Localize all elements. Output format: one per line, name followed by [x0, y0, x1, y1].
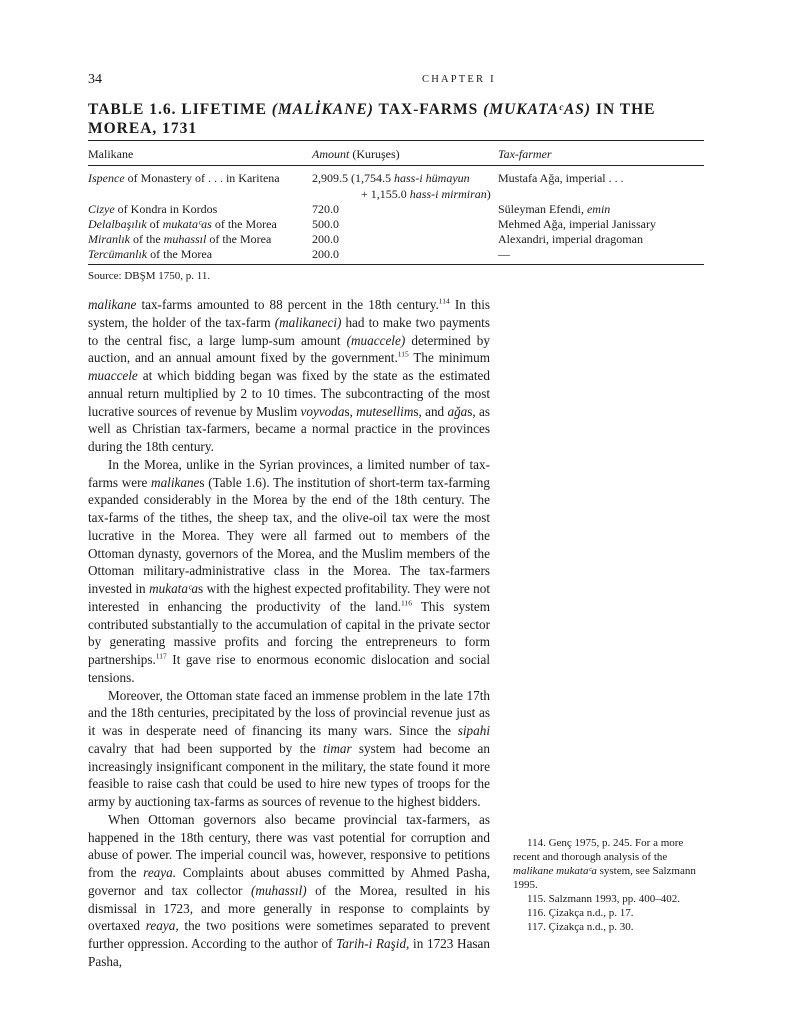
text-run: s with the highest expected profitability. They were not interested in enhancing the productivity of the land. — [88, 581, 490, 614]
italic-term: malikane — [88, 297, 137, 312]
text-run: The minimum — [408, 350, 490, 366]
cell-text: of the Morea — [206, 232, 272, 246]
footnote-ref: 114 — [438, 296, 450, 306]
footnote-ref: 116 — [401, 598, 412, 608]
table-source: Source: DBŞM 1750, p. 11. — [88, 270, 211, 282]
footnote-115 — [513, 892, 709, 906]
text-run: 115. Salzmann 1993, pp. 400–402. — [527, 893, 680, 905]
table-title-part: TAX-FARMS — [373, 101, 484, 118]
cell-farmer: — — [498, 247, 510, 261]
cell-italic: hass-i mirmiran — [409, 187, 487, 201]
text-run: s, — [344, 403, 357, 419]
column-header-malikane: Malikane — [88, 147, 134, 161]
cell-amount: 500.0 — [312, 217, 339, 231]
italic-term: mutesellim — [356, 403, 414, 419]
text-run: had to make two payments to the central fisc, a large lump-sum amount — [88, 314, 490, 348]
cell-farmer: Mehmed Ağa, imperial Janissary — [498, 217, 656, 231]
running-head: CHAPTER I — [422, 74, 496, 85]
footnote-117 — [513, 920, 709, 934]
text-run: in 1723 Hasan Pasha, — [88, 936, 491, 969]
cell-farmer: Alexandri, imperial dragoman — [498, 232, 643, 246]
text-run: This system contributed substantially to the accumulation of capital in the private sector by generating massive profits and forcing the entrepreneurs to form partnerships. — [88, 598, 490, 667]
cell-amount-note — [361, 186, 491, 202]
text-run: In the Morea, unlike in the Syrian provinces, a limited number of tax-farms were — [88, 456, 490, 490]
cell-text: of the Morea — [147, 247, 213, 261]
italic-term: timar — [323, 740, 352, 756]
table-title-part: TABLE 1.6. LIFETIME — [88, 101, 272, 118]
column-header-farmer — [498, 147, 552, 162]
table-title-part: IN THE MOREA, 1731 — [88, 101, 656, 137]
cell-text: of — [146, 217, 163, 231]
cell-italic: Tercümanlık — [88, 247, 148, 261]
text-run: determined by auction, and an annual amount fixed by the government. — [88, 332, 490, 366]
cell-text: of the Morea — [211, 217, 277, 231]
text-run: s (Table 1.6). The institution of short-term tax-farming expanded considerably in the Morea by the end of the 18th century. The tax-farms of the tithes, the sheep tax, and the olive-oil tax were the most lucrative in the Morea. They were all farmed out to members of the Ottoman dynasty, governors of the Morea, and the Muslim members of the Ottoman military-administrative class in the Morea. The tax-farmers invested in — [88, 474, 490, 596]
italic-term: malikane mukataᶜa — [513, 865, 597, 877]
cell-text: ) — [486, 187, 491, 201]
column-header-amount — [312, 147, 400, 162]
table-bottom-rule — [88, 264, 704, 265]
cell-italic: emin — [586, 202, 611, 216]
paragraph — [88, 687, 490, 811]
italic-term: sipahi — [457, 723, 490, 738]
italic-term: muaccele — [88, 368, 138, 383]
footnote-ref: 115 — [397, 349, 409, 359]
italic-term: (muaccele) — [346, 332, 406, 348]
cell-farmer — [498, 201, 610, 217]
text-run: Moreover, the Ottoman state faced an immense problem in the late 17th and the 18th centuries, precipitated by the loss of provincial revenue just as it was in desperate need of financing its many wars. Since the — [88, 687, 490, 738]
cell-text: of Kondra in Kordos — [114, 202, 218, 216]
cell-italic: mukataᶜas — [162, 217, 212, 231]
italic-term: mukataᶜa — [149, 581, 198, 596]
cell-malikane — [88, 231, 271, 247]
cell-amount: 200.0 — [312, 247, 339, 261]
text-run: s, and — [413, 403, 448, 419]
column-header-farmer-italic: Tax-farmer — [498, 147, 552, 161]
italic-term: reaya, — [145, 918, 179, 934]
italic-term: (muhassıl) — [250, 882, 307, 898]
text-run: 114. Genç 1975, p. 245. For a more recent and thorough analysis of the — [513, 837, 684, 863]
text-run: at which bidding began was fixed by the state as the estimated annual return multiplied by 2 to 10 times. The subcontracting of the most lucrative sources of revenue by Muslim — [88, 368, 490, 419]
page-number: 34 — [88, 72, 102, 87]
table-top-rule — [88, 140, 704, 141]
table-title-italic: (MALİKANE) — [271, 101, 374, 118]
cell-text: of the — [130, 232, 164, 246]
paragraph — [88, 456, 490, 687]
paragraph — [88, 296, 490, 456]
table-header-rule — [88, 165, 704, 166]
text-run: tax-farms amounted to 88 percent in the 18th century. — [136, 297, 439, 312]
cell-malikane — [88, 216, 277, 232]
cell-text: + 1,155.0 — [361, 187, 410, 201]
cell-amount: 200.0 — [312, 232, 339, 246]
text-run: 117. Çizakça n.d., p. 30. — [527, 921, 634, 933]
cell-malikane — [88, 201, 217, 217]
text-run: 116. Çizakça n.d., p. 17. — [527, 907, 634, 919]
italic-term: Tarih-i Raşid, — [336, 936, 410, 951]
cell-italic: Delalbaşılık — [88, 217, 147, 231]
italic-term: voyvoda — [300, 403, 345, 419]
cell-italic: hass-i hümayun — [394, 171, 470, 185]
text-run: of the Morea, resulted in his dismissal in 1723, and more generally in response to complaints by overtaxed — [88, 882, 490, 934]
cell-amount: 2,909.5 — [312, 171, 348, 185]
footnote-116 — [513, 906, 709, 920]
cell-text: of Monastery of . . . in Karitena — [124, 171, 280, 185]
cell-malikane — [88, 170, 280, 186]
table-title-italic: (MUKATAᶜAS) — [483, 101, 592, 118]
text-run: system, see Salzmann 1995. — [513, 865, 696, 891]
footnote-114 — [513, 836, 709, 892]
cell-malikane — [88, 246, 212, 262]
body-text — [88, 296, 490, 971]
text-run: It gave rise to enormous economic dislocation and social tensions. — [88, 652, 490, 685]
cell-italic: Ispence — [88, 171, 125, 185]
table-title — [88, 100, 708, 138]
text-run: s, as well as Christian tax-farmers, became a normal practice in the provinces during the 18th century. — [88, 403, 490, 454]
cell-farmer: Mustafa Ağa, imperial . . . — [498, 171, 624, 185]
cell-amount: 720.0 — [312, 202, 339, 216]
cell-text: Süleyman Efendi, — [498, 202, 587, 216]
italic-term: ağa — [447, 403, 468, 419]
text-run: In this system, the holder of the tax-farm — [88, 297, 490, 330]
cell-italic: Miranlık — [88, 232, 130, 246]
column-header-amount-unit: (Kuruşes) — [349, 147, 400, 161]
cell-italic: muhassıl — [163, 232, 207, 246]
cell-italic: Cizye — [88, 202, 115, 216]
text-run: When Ottoman governors also became provincial tax-farmers, as happened in the 18th century, there was vast potential for corruption and abuse of power. The imperial council was, however, responsive to petitions from the — [88, 811, 490, 880]
text-run: system had become an increasingly insignificant component in the military, the state found it more feasible to raise cash that could be used to hire new types of troops for the army by auctioning tax-farms as sources of revenue to the highest bidders. — [88, 740, 490, 809]
italic-term: (malikaneci) — [274, 314, 342, 330]
italic-term: reaya. — [143, 865, 177, 880]
paragraph — [88, 811, 490, 971]
cell-amount-note — [351, 170, 470, 186]
cell-text: (1,754.5 — [351, 171, 394, 185]
footnotes — [513, 836, 709, 934]
text-run: the two positions were sometimes separated to prevent further oppression. According to the author of — [88, 918, 490, 951]
italic-term: malikane — [151, 474, 200, 490]
column-header-amount-italic: Amount — [312, 147, 350, 161]
text-run: cavalry that had been supported by the — [88, 740, 324, 756]
footnote-ref: 117 — [155, 651, 167, 661]
text-run: Complaints about abuses committed by Ahmed Pasha, governor and tax collector — [88, 865, 491, 898]
